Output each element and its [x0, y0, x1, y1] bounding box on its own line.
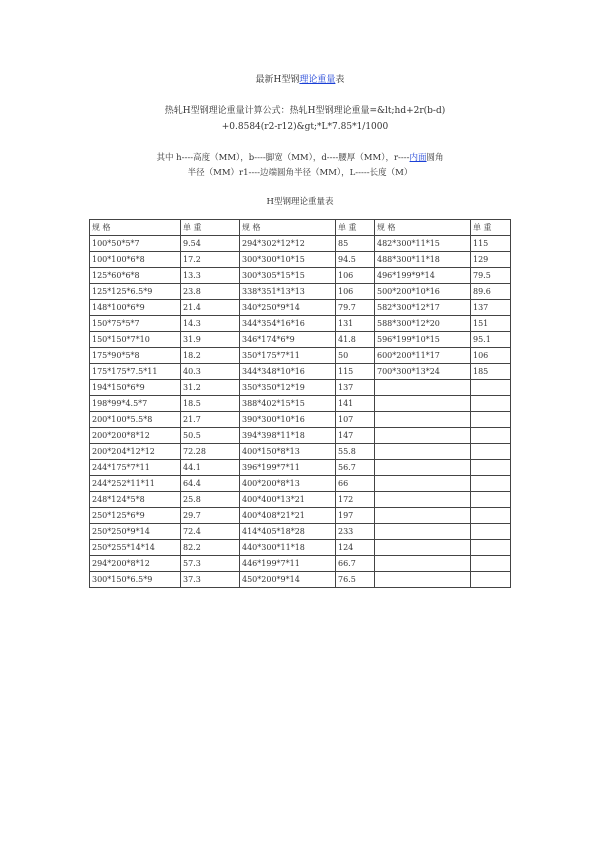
spec-cell: 300*150*6.5*9 — [90, 572, 181, 588]
spec-cell: 175*175*7.5*11 — [90, 364, 181, 380]
table-row — [90, 316, 511, 332]
weight-cell — [471, 380, 511, 396]
weight-table — [89, 219, 511, 588]
weight-cell: 18.5 — [181, 396, 240, 412]
table-row — [90, 556, 511, 572]
spec-cell: 400*150*8*13 — [240, 444, 336, 460]
table-row — [90, 396, 511, 412]
spec-cell — [375, 428, 471, 444]
header-weight-2: 单 重 — [336, 220, 375, 236]
spec-cell: 400*200*8*13 — [240, 476, 336, 492]
spec-cell: 488*300*11*18 — [375, 252, 471, 268]
weight-cell: 50 — [336, 348, 375, 364]
weight-cell: 129 — [471, 252, 511, 268]
weight-cell — [471, 508, 511, 524]
weight-cell: 131 — [336, 316, 375, 332]
weight-cell — [471, 476, 511, 492]
weight-cell — [471, 396, 511, 412]
weight-cell: 44.1 — [181, 460, 240, 476]
weight-cell — [471, 556, 511, 572]
legend-line-1-suffix: 圆角 — [426, 153, 444, 163]
spec-cell: 198*99*4.5*7 — [90, 396, 181, 412]
weight-cell: 185 — [471, 364, 511, 380]
spec-cell: 150*150*7*10 — [90, 332, 181, 348]
spec-cell: 338*351*13*13 — [240, 284, 336, 300]
weight-cell: 147 — [336, 428, 375, 444]
spec-cell: 446*199*7*11 — [240, 556, 336, 572]
weight-cell: 31.2 — [181, 380, 240, 396]
spec-cell: 388*402*15*15 — [240, 396, 336, 412]
spec-cell: 244*175*7*11 — [90, 460, 181, 476]
spec-cell — [375, 556, 471, 572]
weight-cell: 79.5 — [471, 268, 511, 284]
spec-cell: 244*252*11*11 — [90, 476, 181, 492]
weight-cell: 106 — [336, 284, 375, 300]
spec-cell: 400*400*13*21 — [240, 492, 336, 508]
spec-cell: 396*199*7*11 — [240, 460, 336, 476]
weight-cell — [471, 412, 511, 428]
table-row — [90, 508, 511, 524]
header-weight-3: 单 重 — [471, 220, 511, 236]
table-row — [90, 364, 511, 380]
spec-cell: 200*204*12*12 — [90, 444, 181, 460]
header-weight-1: 单 重 — [181, 220, 240, 236]
weight-cell — [471, 572, 511, 588]
spec-cell: 100*50*5*7 — [90, 236, 181, 252]
table-row — [90, 332, 511, 348]
spec-cell: 450*200*9*14 — [240, 572, 336, 588]
weight-cell: 107 — [336, 412, 375, 428]
table-row — [90, 428, 511, 444]
table-row — [90, 492, 511, 508]
spec-cell — [375, 572, 471, 588]
spec-cell: 414*405*18*28 — [240, 524, 336, 540]
weight-cell: 115 — [471, 236, 511, 252]
spec-cell: 294*302*12*12 — [240, 236, 336, 252]
weight-cell: 197 — [336, 508, 375, 524]
weight-cell: 137 — [471, 300, 511, 316]
spec-cell: 250*255*14*14 — [90, 540, 181, 556]
table-row — [90, 268, 511, 284]
spec-cell: 482*300*11*15 — [375, 236, 471, 252]
spec-cell: 300*305*15*15 — [240, 268, 336, 284]
weight-cell: 29.7 — [181, 508, 240, 524]
weight-cell: 141 — [336, 396, 375, 412]
spec-cell: 600*200*11*17 — [375, 348, 471, 364]
spec-cell: 340*250*9*14 — [240, 300, 336, 316]
table-row — [90, 284, 511, 300]
spec-cell: 440*300*11*18 — [240, 540, 336, 556]
weight-cell: 23.8 — [181, 284, 240, 300]
weight-cell: 95.1 — [471, 332, 511, 348]
weight-cell: 40.3 — [181, 364, 240, 380]
header-spec-3: 规 格 — [375, 220, 471, 236]
weight-cell: 55.8 — [336, 444, 375, 460]
formula-line-1: 热轧H型钢理论重量计算公式：热轧H型钢理论重量=&lt;hd+2r(b-d) — [164, 106, 446, 116]
table-row — [90, 252, 511, 268]
weight-cell: 57.3 — [181, 556, 240, 572]
spec-cell: 588*300*12*20 — [375, 316, 471, 332]
weight-cell: 66.7 — [336, 556, 375, 572]
weight-cell: 18.2 — [181, 348, 240, 364]
legend-link[interactable]: 内面 — [409, 153, 427, 163]
table-header-row — [90, 220, 511, 236]
spec-cell: 248*124*5*8 — [90, 492, 181, 508]
weight-cell: 94.5 — [336, 252, 375, 268]
weight-cell: 72.4 — [181, 524, 240, 540]
weight-cell: 56.7 — [336, 460, 375, 476]
spec-cell: 175*90*5*8 — [90, 348, 181, 364]
weight-cell: 172 — [336, 492, 375, 508]
spec-cell: 390*300*10*16 — [240, 412, 336, 428]
spec-cell: 350*175*7*11 — [240, 348, 336, 364]
spec-cell: 125*60*6*8 — [90, 268, 181, 284]
spec-cell: 150*75*5*7 — [90, 316, 181, 332]
weight-cell: 17.2 — [181, 252, 240, 268]
spec-cell — [375, 540, 471, 556]
weight-cell: 124 — [336, 540, 375, 556]
weight-cell: 21.4 — [181, 300, 240, 316]
weight-cell: 41.8 — [336, 332, 375, 348]
weight-cell: 106 — [336, 268, 375, 284]
formula-line-2: +0.8584(r2-r12)&gt;*L*7.85*1/1000 — [221, 122, 389, 132]
table-row — [90, 300, 511, 316]
weight-cell: 14.3 — [181, 316, 240, 332]
weight-cell: 64.4 — [181, 476, 240, 492]
weight-cell: 13.3 — [181, 268, 240, 284]
spec-cell — [375, 476, 471, 492]
spec-cell: 294*200*8*12 — [90, 556, 181, 572]
weight-cell: 89.6 — [471, 284, 511, 300]
weight-cell: 37.3 — [181, 572, 240, 588]
spec-cell: 194*150*6*9 — [90, 380, 181, 396]
spec-cell: 125*125*6.5*9 — [90, 284, 181, 300]
weight-cell: 151 — [471, 316, 511, 332]
spec-cell: 344*348*10*16 — [240, 364, 336, 380]
table-row — [90, 412, 511, 428]
header-spec-1: 规 格 — [90, 220, 181, 236]
weight-cell: 66 — [336, 476, 375, 492]
weight-cell — [471, 492, 511, 508]
weight-cell: 82.2 — [181, 540, 240, 556]
variable-legend — [100, 151, 500, 181]
spec-cell — [375, 508, 471, 524]
weight-cell — [471, 524, 511, 540]
weight-cell — [471, 540, 511, 556]
spec-cell: 200*100*5.5*8 — [90, 412, 181, 428]
weight-cell: 50.5 — [181, 428, 240, 444]
title-link[interactable]: 理论重量 — [299, 75, 336, 85]
header-spec-2: 规 格 — [240, 220, 336, 236]
table-row — [90, 572, 511, 588]
legend-line-1 — [100, 151, 500, 166]
page-title — [0, 72, 600, 85]
table-row — [90, 348, 511, 364]
table-row — [90, 236, 511, 252]
spec-cell — [375, 396, 471, 412]
weight-cell: 85 — [336, 236, 375, 252]
spec-cell — [375, 444, 471, 460]
weight-cell: 115 — [336, 364, 375, 380]
table-row — [90, 460, 511, 476]
weight-cell — [471, 444, 511, 460]
legend-line-1-prefix: 其中 h----高度（MM），b----脚宽（MM），d----腰厚（MM），r---- — [156, 153, 410, 163]
spec-cell: 250*250*9*14 — [90, 524, 181, 540]
spec-cell: 300*300*10*15 — [240, 252, 336, 268]
weight-formula — [110, 103, 500, 135]
table-row — [90, 380, 511, 396]
title-suffix: 表 — [335, 75, 345, 85]
weight-cell: 79.7 — [336, 300, 375, 316]
weight-cell: 21.7 — [181, 412, 240, 428]
spec-cell: 350*350*12*19 — [240, 380, 336, 396]
spec-cell: 346*174*6*9 — [240, 332, 336, 348]
spec-cell: 496*199*9*14 — [375, 268, 471, 284]
table-row — [90, 444, 511, 460]
spec-cell — [375, 460, 471, 476]
table-caption: H型钢理论重量表 — [266, 197, 334, 207]
weight-cell: 31.9 — [181, 332, 240, 348]
spec-cell: 596*199*10*15 — [375, 332, 471, 348]
spec-cell: 250*125*6*9 — [90, 508, 181, 524]
table-row — [90, 524, 511, 540]
weight-cell: 9.54 — [181, 236, 240, 252]
weight-cell: 25.8 — [181, 492, 240, 508]
weight-cell: 76.5 — [336, 572, 375, 588]
spec-cell: 500*200*10*16 — [375, 284, 471, 300]
table-row — [90, 476, 511, 492]
spec-cell: 344*354*16*16 — [240, 316, 336, 332]
spec-cell — [375, 524, 471, 540]
weight-cell: 137 — [336, 380, 375, 396]
table-row — [90, 540, 511, 556]
title-prefix: 最新H型钢 — [255, 75, 300, 85]
spec-cell: 400*408*21*21 — [240, 508, 336, 524]
spec-cell: 700*300*13*24 — [375, 364, 471, 380]
legend-line-2: 半径（MM）r1----边端圆角半径（MM），L-----长度（M） — [187, 168, 413, 178]
table-body — [90, 236, 511, 588]
weight-cell: 72.28 — [181, 444, 240, 460]
spec-cell — [375, 412, 471, 428]
spec-cell: 100*100*6*8 — [90, 252, 181, 268]
weight-cell: 233 — [336, 524, 375, 540]
spec-cell: 148*100*6*9 — [90, 300, 181, 316]
spec-cell — [375, 492, 471, 508]
weight-cell: 106 — [471, 348, 511, 364]
spec-cell: 200*200*8*12 — [90, 428, 181, 444]
spec-cell: 394*398*11*18 — [240, 428, 336, 444]
spec-cell: 582*300*12*17 — [375, 300, 471, 316]
spec-cell — [375, 380, 471, 396]
weight-cell — [471, 460, 511, 476]
weight-cell — [471, 428, 511, 444]
